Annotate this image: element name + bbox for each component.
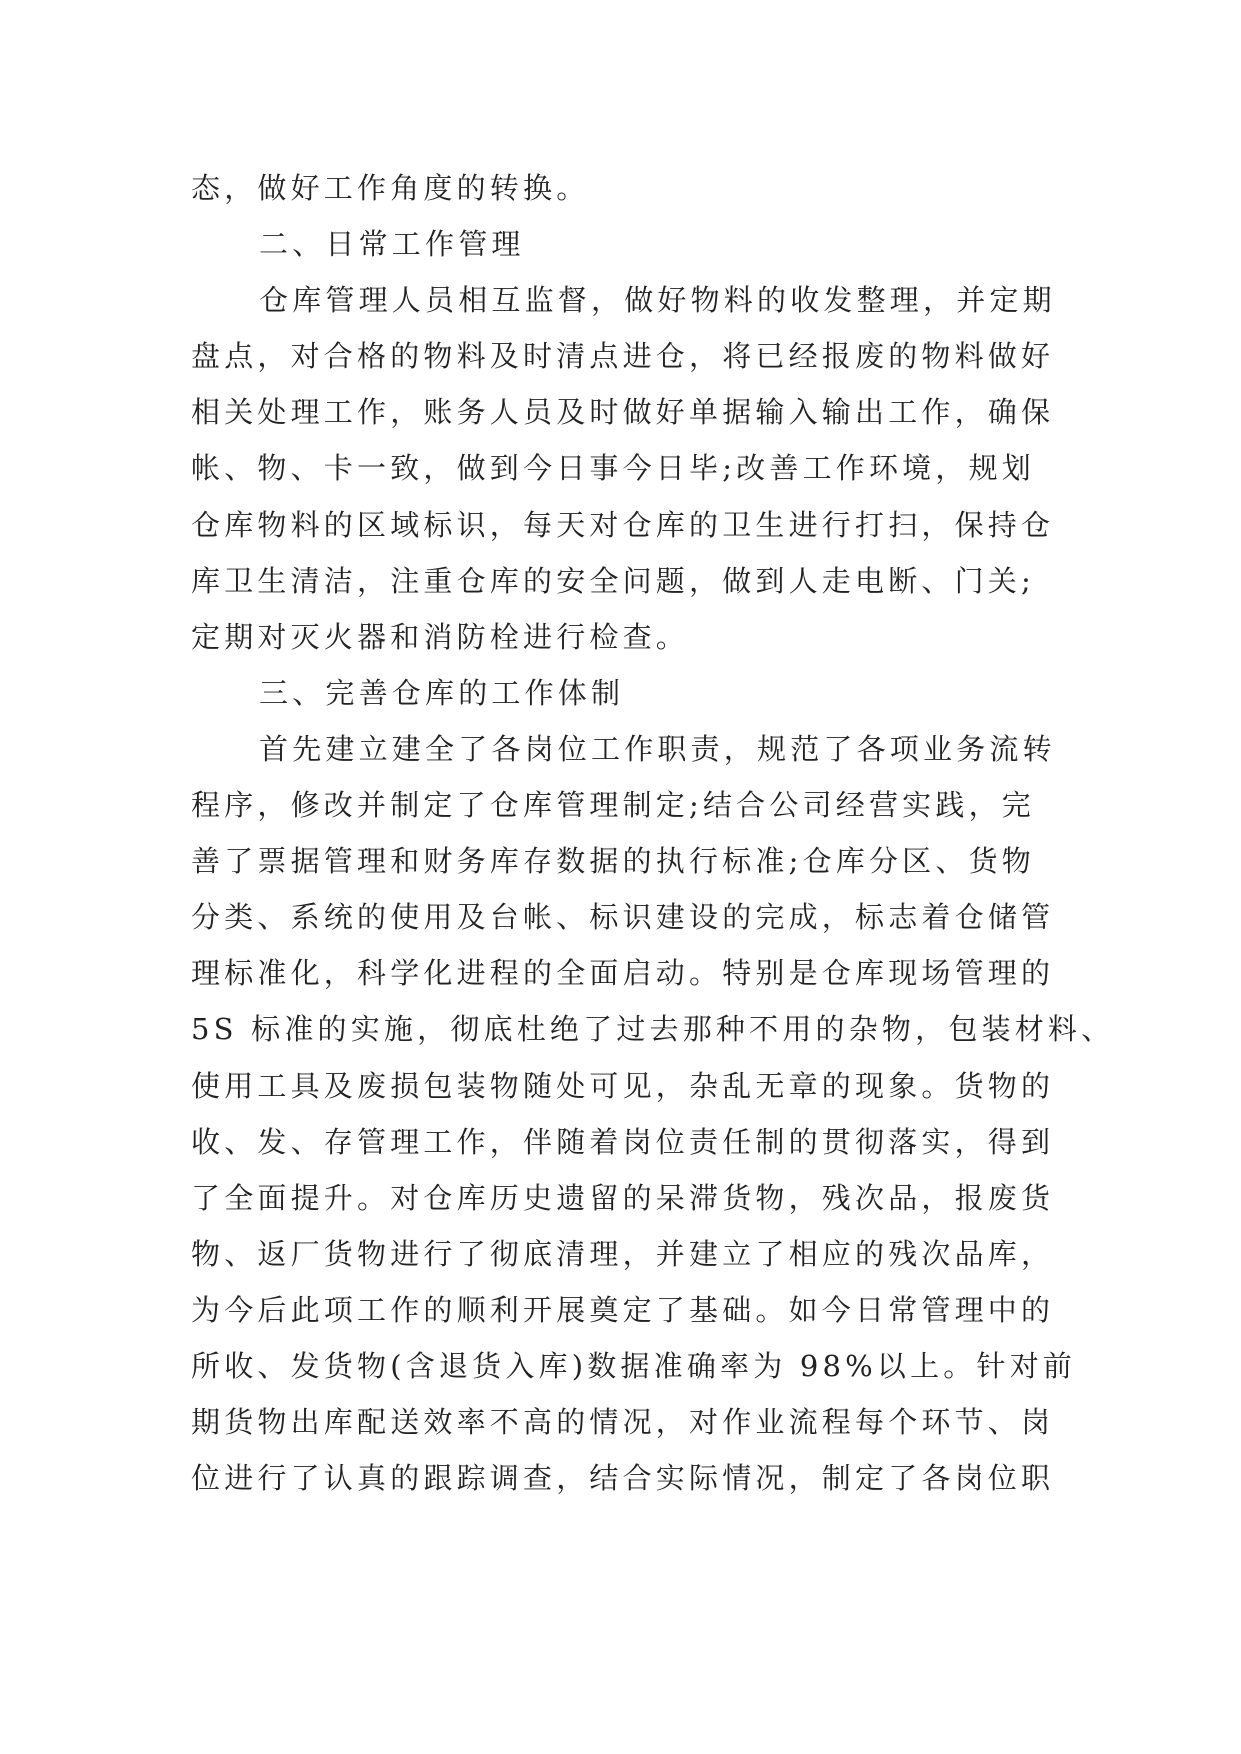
text-line: 期货物出库配送效率不高的情况，对作业流程每个环节、岗 xyxy=(191,1405,1055,1440)
text-line: 了全面提升。对仓库历史遗留的呆滞货物，残次品，报废货 xyxy=(191,1180,1055,1215)
text-line: 仓库物料的区域标识，每天对仓库的卫生进行打扫，保持仓 xyxy=(191,507,1055,542)
text-line: 5S 标准的实施，彻底杜绝了过去那种不用的杂物，包装材料、 xyxy=(191,1012,1115,1047)
text-line: 程序，修改并制定了仓库管理制定;结合公司经营实践，完 xyxy=(191,788,1035,823)
text-line: 定期对灭火器和消防栓进行检查。 xyxy=(191,619,690,654)
text-line: 为今后此项工作的顺利开展奠定了基础。如今日常管理中的 xyxy=(191,1292,1055,1327)
text-line: 相关处理工作，账务人员及时做好单据输入输出工作，确保 xyxy=(191,395,1055,430)
text-line: 位进行了认真的跟踪调查，结合实际情况，制定了各岗位职 xyxy=(191,1461,1055,1496)
paragraph-first-line: 仓库管理人员相互监督，做好物料的收发整理，并定期 xyxy=(259,283,1056,318)
text-line: 分类、系统的使用及台帐、标识建设的完成，标志着仓储管 xyxy=(191,900,1055,935)
text-line: 物、返厂货物进行了彻底清理，并建立了相应的残次品库， xyxy=(191,1236,1055,1271)
paragraph-first-line: 首先建立建全了各岗位工作职责，规范了各项业务流转 xyxy=(259,731,1056,766)
text-line: 所收、发货物(含退货入库)数据准确率为 98%以上。针对前 xyxy=(191,1348,1077,1383)
text-line: 态，做好工作角度的转换。 xyxy=(191,171,590,205)
text-line: 收、发、存管理工作，伴随着岗位责任制的贯彻落实，得到 xyxy=(191,1124,1055,1159)
text-line: 帐、物、卡一致，做到今日事今日毕;改善工作环境，规划 xyxy=(191,451,1035,486)
text-line: 使用工具及废损包装物随处可见，杂乱无章的现象。货物的 xyxy=(191,1068,1055,1103)
text-line: 库卫生清洁，注重仓库的安全问题，做到人走电断、门关; xyxy=(191,563,1035,598)
paragraph-first-line: 三、完善仓库的工作体制 xyxy=(259,675,625,710)
text-line: 理标准化，科学化进程的全面启动。特别是仓库现场管理的 xyxy=(191,956,1055,991)
document-body xyxy=(191,160,1115,1506)
text-line: 善了票据管理和财务库存数据的执行标准;仓库分区、货物 xyxy=(191,844,1035,879)
paragraph-first-line: 二、日常工作管理 xyxy=(259,227,525,262)
text-line: 盘点，对合格的物料及时清点进仓，将已经报废的物料做好 xyxy=(191,339,1055,374)
